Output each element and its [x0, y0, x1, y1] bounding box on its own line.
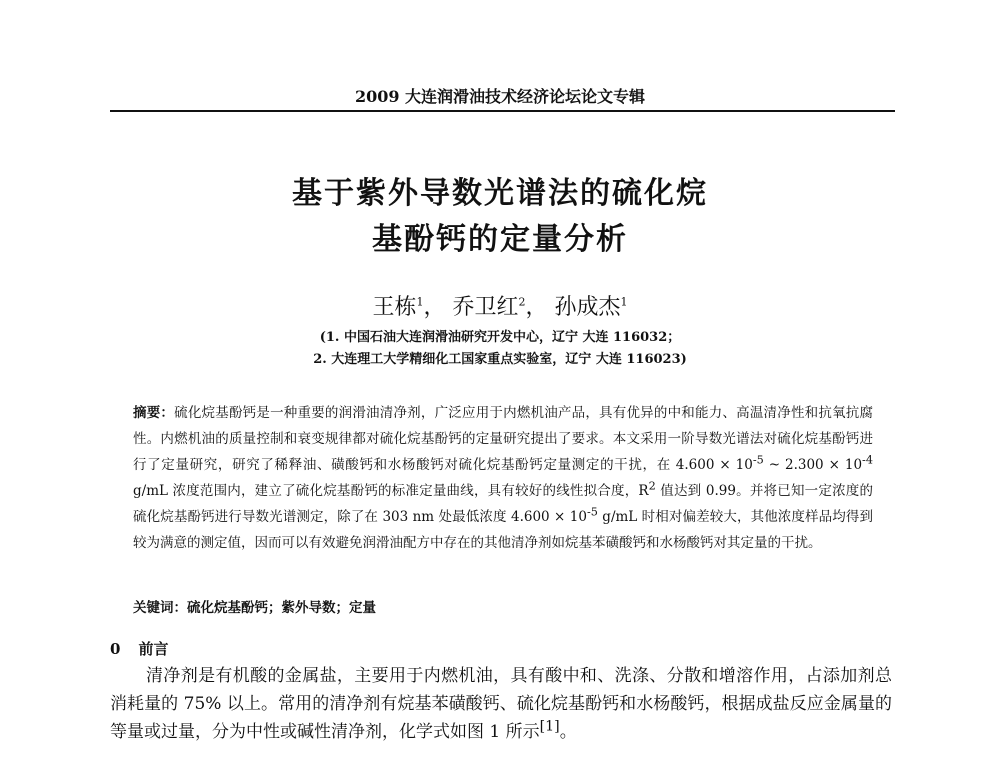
abstract-text: g/mL 浓度范围内，建立了硫化烷基酚钙的标准定量曲线，具有较好的线性拟合度，R — [133, 483, 649, 499]
header-rule — [110, 110, 895, 112]
author-name: 乔卫红 — [452, 295, 519, 320]
body-text: 清净剂是有机酸的金属盐，主要用于内燃机油，具有酸中和、洗涤、分散和增溶作用，占添加剂总消耗量的 75% 以上。常用的清净剂有烷基苯磺酸钙、硫化烷基酚钙和水杨酸钙，根据成盐反应金属量的等量或过量，分为中性或碱性清净剂，化学式如图 1 所示 — [110, 666, 892, 742]
author-name: 王栋 — [372, 295, 417, 320]
affiliation-1: (1. 中国石油大连润滑油研究开发中心，辽宁 大连 116032； — [319, 330, 681, 345]
exponent: -4 — [862, 453, 873, 467]
keywords: 关键词：硫化烷基酚钙；紫外导数；定量 — [133, 600, 376, 616]
exponent: -5 — [586, 505, 598, 519]
author-sep: ， — [423, 295, 446, 320]
exponent: 2 — [648, 479, 656, 493]
author — [372, 295, 445, 320]
paper-title-line1: 基于紫外导数光谱法的硫化烷 — [292, 176, 708, 211]
author — [555, 295, 628, 320]
author-affil-mark: 1 — [620, 295, 628, 309]
citation-ref[interactable]: [1] — [539, 718, 560, 735]
section-title: 前言 — [138, 640, 169, 658]
section-heading — [110, 638, 186, 659]
author — [452, 295, 547, 320]
paper-title-line2: 基酚钙的定量分析 — [372, 222, 628, 257]
abstract-label: 摘要： — [133, 405, 175, 421]
abstract-text: 硫化烷基酚钙是一种重要的润滑油清净剂，广泛应用于内燃机油产品，具有优异的中和能力、高温清净性和抗氧抗腐性。内燃机油的质量控制和衰变规律都对硫化烷基酚钙的定量研究提出了要求。本文采用一阶导数光谱法对硫化烷基酚钙进行了定量研究，研究了稀释油、磺酸钙和水杨酸钙对硫化烷基酚钙定量测定的干扰，在 4.600 × 10 — [133, 405, 874, 473]
author-sep: ， — [525, 295, 548, 320]
exponent: -5 — [752, 453, 764, 467]
running-header: 2009 大连润滑油技术经济论坛论文专辑 — [354, 87, 646, 106]
abstract-text: 值达到 0.99。并将已知一定浓度的硫化烷基酚钙进行导数光谱测定，除了在 303 nm 处最低浓度 4.600 × 10 — [133, 483, 873, 525]
author-affil-mark: 2 — [518, 295, 526, 309]
abstract-text: ~ 2.300 × 10 — [763, 457, 863, 473]
body-text: 。 — [559, 722, 577, 742]
section-number: 0 — [110, 640, 121, 658]
author-name: 孙成杰 — [554, 295, 621, 320]
author-affil-mark: 1 — [416, 295, 424, 309]
author-list — [110, 290, 890, 321]
body-paragraph — [110, 662, 892, 746]
abstract-text: g/mL 时相对偏差较大，其他浓度样品均得到较为满意的测定值，因而可以有效避免润滑油配方中存在的其他清净剂如烷基苯磺酸钙和水杨酸钙对其定量的干扰。 — [133, 509, 873, 551]
abstract — [133, 400, 873, 556]
affiliation-2: 2. 大连理工大学精细化工国家重点实验室，辽宁 大连 116023) — [313, 352, 687, 367]
